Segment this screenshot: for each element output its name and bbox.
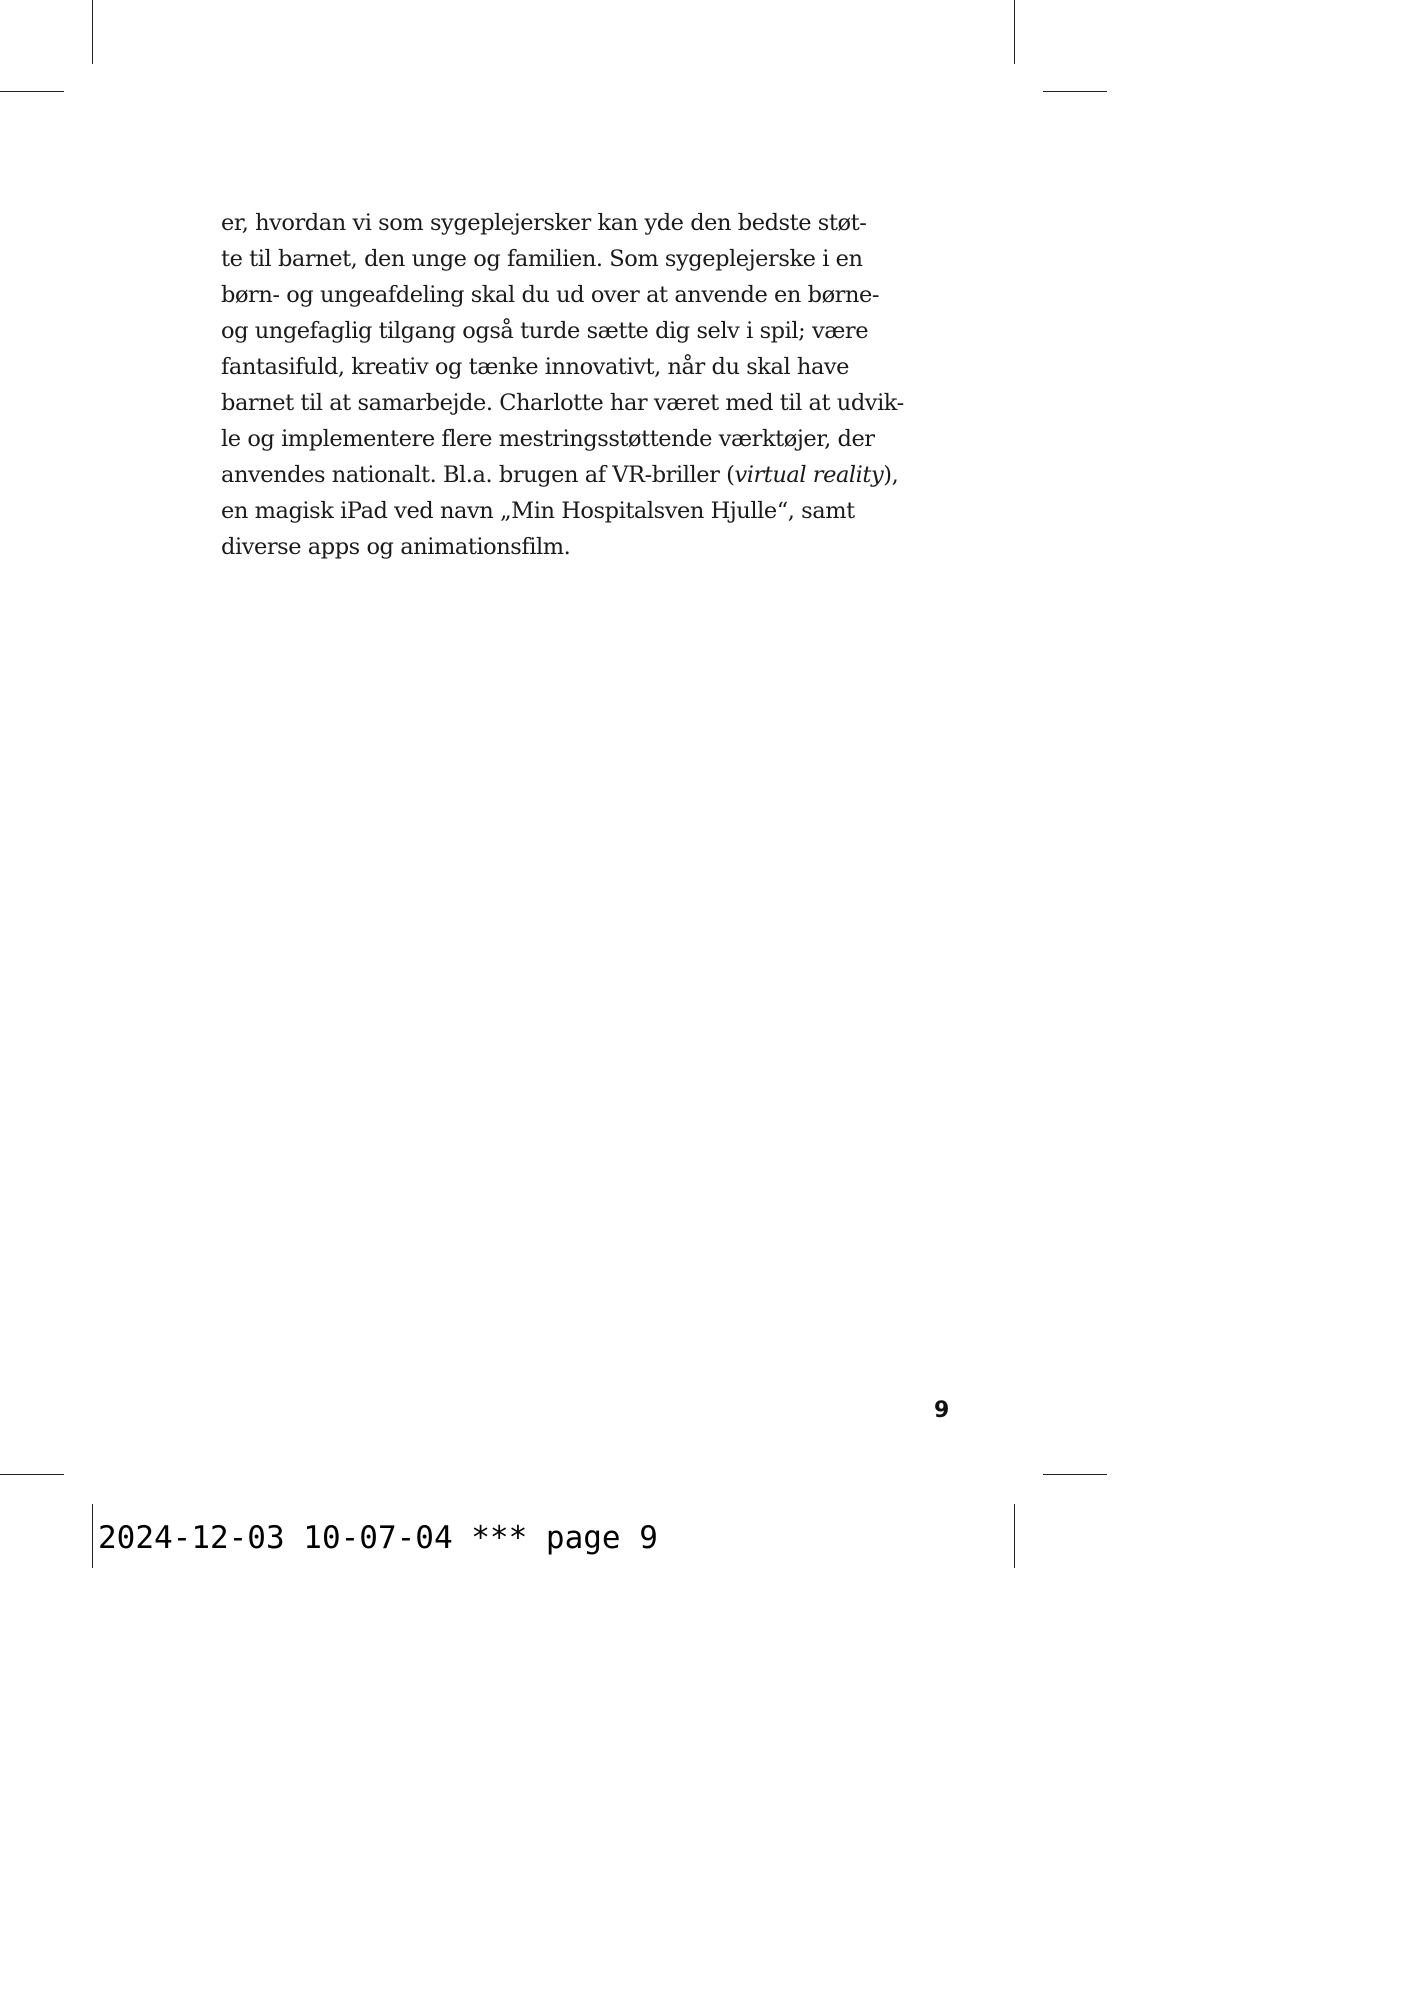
print-slug-line: 2024-12-03 10-07-04 *** page 9 [98, 1520, 658, 1556]
body-line [221, 457, 901, 493]
body-line: barnet til at samarbejde. Charlotte har været med til at udvik- [221, 390, 904, 416]
crop-mark-bottom-left-vertical [92, 1504, 93, 1568]
crop-mark-bottom-right-horizontal [1043, 1474, 1107, 1475]
page-number: 9 [934, 1398, 950, 1423]
crop-mark-top-right-vertical [1014, 0, 1015, 64]
body-line: en magisk iPad ved navn „Min Hospitalsven Hjulle“, samt [221, 498, 855, 524]
crop-mark-bottom-right-vertical [1014, 1504, 1015, 1568]
body-line: le og implementere flere mestringsstøttende værktøjer, der [221, 426, 875, 452]
body-line: diverse apps og animationsfilm. [221, 534, 571, 560]
body-line: te til barnet, den unge og familien. Som sygeplejerske i en [221, 246, 863, 272]
crop-mark-top-right-horizontal [1043, 91, 1107, 92]
body-line: børn- og ungeafdeling skal du ud over at anvende en børne- [221, 282, 880, 308]
body-line-text: anvendes nationalt. Bl.a. brugen af VR-briller ( [221, 462, 735, 488]
crop-mark-bottom-left-horizontal [0, 1474, 64, 1475]
body-paragraph [221, 205, 904, 565]
crop-mark-top-left-vertical [92, 0, 93, 64]
body-line: fantasifuld, kreativ og tænke innovativt, når du skal have [221, 354, 850, 380]
crop-mark-top-left-horizontal [0, 91, 64, 92]
body-line-text: ), [883, 462, 899, 488]
body-line: og ungefaglig tilgang også turde sætte dig selv i spil; være [221, 318, 869, 344]
body-line: er, hvordan vi som sygeplejersker kan yde den bedste støt- [221, 210, 867, 236]
italic-term: virtual reality [734, 462, 884, 488]
